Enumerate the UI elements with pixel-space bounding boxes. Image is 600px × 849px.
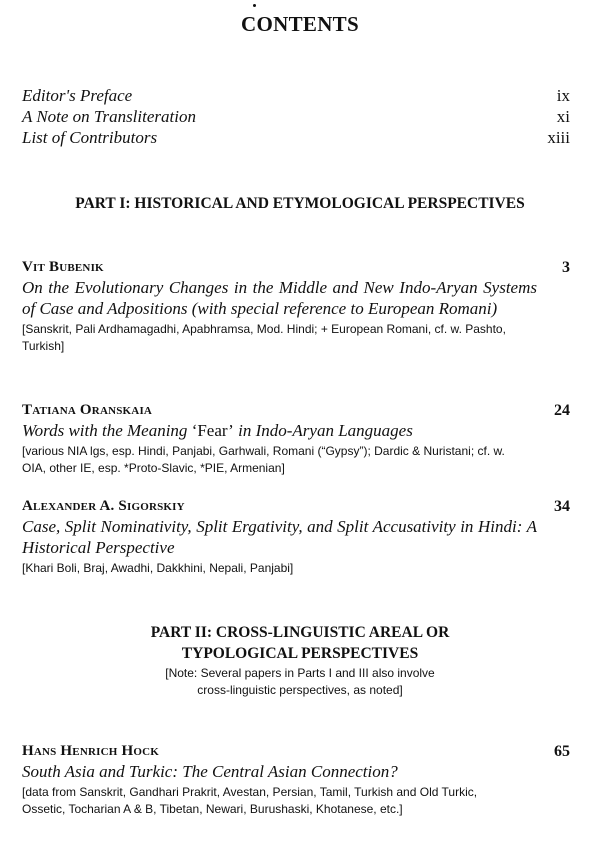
entry-author: Vit Bubenik	[22, 259, 104, 275]
part-2-note-line-2: cross-linguistic perspectives, as noted]	[197, 683, 403, 697]
part-2-note-line-1: [Note: Several papers in Parts I and III also involve	[165, 666, 435, 680]
entry-header	[22, 742, 570, 761]
entry-title-quote: ‘Fear’	[191, 421, 234, 440]
entry-languages: [various NIA lgs, esp. Hindi, Panjabi, Garhwali, Romani (“Gypsy”); Dardic & Nuristani; cf. w. OIA, other IE, esp. *Proto-Slavic, *PIE, Armenian]	[22, 444, 505, 475]
front-matter-list	[22, 85, 570, 148]
entry-page: 3	[562, 259, 570, 276]
front-matter-page: xi	[556, 107, 570, 126]
front-matter-page: ix	[556, 86, 570, 105]
entry-author: Alexander A. Sigorskiy	[22, 498, 185, 514]
page-title: CONTENTS	[241, 12, 359, 36]
entry-languages: [Khari Boli, Braj, Awadhi, Dakkhini, Nepali, Panjabi]	[22, 561, 294, 575]
part-2-heading-line-1: PART II: CROSS-LINGUISTIC AREAL OR	[150, 624, 450, 641]
entry-header	[22, 401, 570, 420]
entry-title	[22, 420, 537, 441]
entry-header	[22, 258, 570, 277]
part-2-heading-line-2: TYPOLOGICAL PERSPECTIVES	[181, 645, 419, 662]
entry-title-part: Words with the Meaning	[22, 421, 192, 440]
front-matter-item	[22, 85, 570, 106]
front-matter-item	[22, 127, 570, 148]
entry-header	[22, 497, 570, 516]
entry-page: 34	[554, 498, 570, 515]
toc-entry-oranskaia	[22, 401, 570, 476]
front-matter-page: xiii	[547, 128, 570, 147]
entry-page: 24	[554, 402, 570, 419]
entry-title: Case, Split Nominativity, Split Ergativity, and Split Accusativity in Hindi: A Historical Perspective	[22, 517, 537, 557]
front-matter-item	[22, 106, 570, 127]
entry-author: Tatiana Oranskaia	[22, 402, 153, 418]
front-matter-title: A Note on Transliteration	[22, 107, 196, 126]
entry-title-part: in Indo-Aryan Languages	[233, 421, 413, 440]
toc-entry-bubenik	[22, 258, 570, 354]
entry-title: On the Evolutionary Changes in the Middle and New Indo-Aryan Systems of Case and Adpositions (with special reference to European Romani)	[22, 278, 537, 318]
toc-entry-sigorskiy	[22, 497, 570, 577]
front-matter-title: List of Contributors	[22, 128, 158, 147]
entry-author: Hans Henrich Hock	[22, 743, 159, 759]
entry-languages: [data from Sanskrit, Gandhari Prakrit, Avestan, Persian, Tamil, Turkish and Old Turkic, Ossetic, Tocharian A & B, Tibetan, Newari, Burushaski, Khotanese, etc.]	[22, 785, 478, 816]
front-matter-title: Editor's Preface	[22, 86, 133, 105]
entry-page: 65	[554, 743, 570, 760]
toc-entry-hock	[22, 742, 570, 817]
stray-dot-mark	[253, 4, 256, 7]
entry-title: South Asia and Turkic: The Central Asian Connection?	[22, 762, 398, 781]
entry-languages: [Sanskrit, Pali Ardhamagadhi, Apabhramsa, Mod. Hindi; + European Romani, cf. w. Pashto, Turkish]	[22, 322, 506, 353]
part-1-heading: PART I: HISTORICAL AND ETYMOLOGICAL PERSPECTIVES	[75, 195, 525, 212]
